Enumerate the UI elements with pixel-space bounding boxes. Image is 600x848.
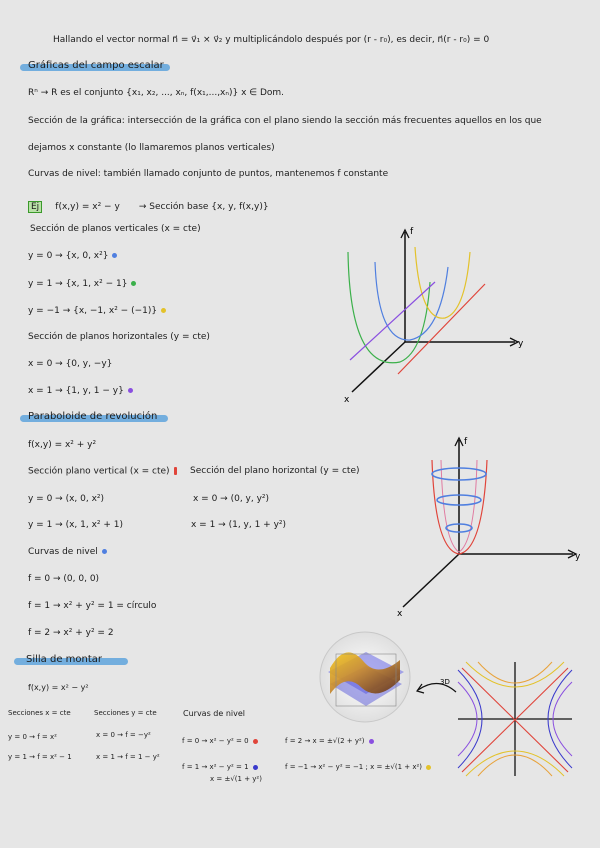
vertical-row-1 bbox=[28, 252, 117, 261]
example-base: → Sección base {x, y, f(x,y)} bbox=[138, 202, 269, 212]
example-box: Ej bbox=[28, 201, 42, 213]
silla-col2-r1: x = 0 → f = −y² bbox=[96, 731, 151, 739]
horizontal-row-1: x = 0 → {0, y, −y} bbox=[28, 359, 113, 369]
curvas-nivel-text: Curvas de nivel: también llamado conjunto de puntos, mantenemos f constante bbox=[28, 169, 389, 179]
paraboloide-curvas-title bbox=[28, 548, 107, 557]
silla-c1 bbox=[182, 738, 258, 745]
paraboloide-h2: x = 1 → (1, y, 1 + y²) bbox=[191, 520, 287, 530]
paraboloide-horizontal-title: Sección del plano horizontal (y = cte) bbox=[190, 466, 360, 476]
x-axis-label: x bbox=[397, 609, 403, 619]
silla-col1-title: Secciones x = cte bbox=[8, 709, 71, 717]
saddle-3d-image bbox=[316, 632, 414, 722]
example-row bbox=[28, 196, 269, 212]
example-formula: f(x,y) = x² − y bbox=[55, 202, 120, 212]
silla-col1-r2: y = 1 → f = x² − 1 bbox=[8, 753, 72, 761]
intro-text: Hallando el vector normal n⃗ = v⃗₁ × v⃗₂ y multiplicándolo después por (r - r₀), es decir, n⃗(r - r₀) = 0 bbox=[53, 35, 490, 45]
paraboloid-diagram bbox=[395, 432, 590, 617]
red-marker bbox=[174, 467, 177, 475]
silla-formula: f(x,y) = x² − y² bbox=[28, 683, 89, 692]
paraboloide-c1: f = 0 → (0, 0, 0) bbox=[28, 574, 100, 584]
silla-c3-text: f = 2 → x = ±√(2 + y²) bbox=[285, 737, 365, 745]
z-axis-label: f bbox=[410, 227, 414, 237]
x-axis bbox=[352, 342, 405, 392]
silla-c3 bbox=[285, 738, 374, 745]
paraboloide-vertical-title bbox=[28, 467, 177, 477]
vertical-row-3-text: y = −1 → {x, −1, x² − (−1)} bbox=[28, 306, 158, 316]
curved-arrow bbox=[412, 672, 462, 702]
yellow-dot bbox=[426, 765, 431, 770]
silla-col2-r2: x = 1 → f = 1 − y² bbox=[96, 753, 160, 761]
campo-definition: Rⁿ → R es el conjunto {x₁, x₂, ..., xₙ, f(x₁,...,xₙ)} x ∈ Dom. bbox=[28, 88, 285, 98]
vertical-sections-diagram bbox=[330, 222, 540, 407]
yellow-dot bbox=[161, 308, 166, 313]
section-title-campo-escalar: Gráficas del campo escalar bbox=[28, 60, 164, 71]
verticales-title: Sección de planos verticales (x = cte) bbox=[30, 224, 201, 234]
silla-c4-text: f = −1 → x² − y² = −1 ; x = ±√(1 + x²) bbox=[285, 763, 423, 771]
section-title-paraboloide: Paraboloide de revolución bbox=[28, 411, 158, 422]
vertical-row-2-text: y = 1 → {x, 1, x² − 1} bbox=[28, 279, 128, 289]
arrow-label: 3D bbox=[440, 678, 450, 686]
silla-c2a bbox=[182, 764, 258, 771]
silla-col1-r1: y = 0 → f = x² bbox=[8, 733, 57, 741]
purple-dot bbox=[369, 739, 374, 744]
silla-c2b: x = ±√(1 + y²) bbox=[210, 775, 262, 783]
paraboloide-formula: f(x,y) = x² + y² bbox=[28, 440, 97, 450]
navy-dot bbox=[253, 765, 258, 770]
vertical-row-3 bbox=[28, 307, 166, 316]
paraboloide-c2: f = 1 → x² + y² = 1 = círculo bbox=[28, 601, 157, 611]
silla-c2a-text: f = 1 → x² − y² = 1 bbox=[182, 763, 249, 771]
blue-dot bbox=[112, 253, 117, 258]
blue-parabola bbox=[375, 262, 448, 340]
seccion-text-line2: dejamos x constante (lo llamaremos planos verticales) bbox=[28, 143, 275, 153]
level-curves-diagram bbox=[456, 660, 574, 778]
silla-col2-title: Secciones y = cte bbox=[94, 709, 157, 717]
horizontal-row-2 bbox=[28, 387, 133, 396]
paraboloide-v1: y = 0 → (x, 0, x²) bbox=[28, 494, 105, 504]
y-axis-label: y bbox=[575, 552, 581, 562]
silla-c1-text: f = 0 → x² − y² = 0 bbox=[182, 737, 249, 745]
horizontales-title: Sección de planos horizontales (y = cte) bbox=[28, 332, 210, 342]
silla-c4 bbox=[285, 764, 431, 771]
paraboloide-h1: x = 0 → (0, y, y²) bbox=[193, 494, 270, 504]
vertical-row-1-text: y = 0 → {x, 0, x²} bbox=[28, 251, 109, 261]
section-title-silla: Silla de montar bbox=[26, 654, 103, 665]
horizontal-row-2-text: x = 1 → {1, y, 1 − y} bbox=[28, 386, 124, 396]
purple-dot bbox=[128, 388, 133, 393]
blue-dot bbox=[102, 549, 107, 554]
green-parabola bbox=[348, 252, 430, 363]
paraboloide-c3: f = 2 → x² + y² = 2 bbox=[28, 628, 114, 638]
seccion-text-line1: Sección de la gráfica: intersección de la gráfica con el plano siendo la sección más frecuentes aquellos en los que bbox=[28, 116, 542, 126]
y-axis-label: y bbox=[518, 339, 524, 349]
paraboloide-v2: y = 1 → (x, 1, x² + 1) bbox=[28, 520, 124, 530]
x-axis-label: x bbox=[344, 395, 350, 405]
vertical-row-2 bbox=[28, 280, 136, 289]
red-dot bbox=[253, 739, 258, 744]
red-line bbox=[398, 284, 485, 374]
z-axis-label: f bbox=[464, 437, 468, 447]
x-axis bbox=[403, 554, 459, 607]
paraboloide-curvas-title-text: Curvas de nivel bbox=[28, 547, 98, 557]
paraboloide-vertical-title-text: Sección plano vertical (x = cte) bbox=[28, 466, 170, 477]
green-dot bbox=[131, 281, 136, 286]
silla-col3-title: Curvas de nivel bbox=[183, 709, 246, 718]
